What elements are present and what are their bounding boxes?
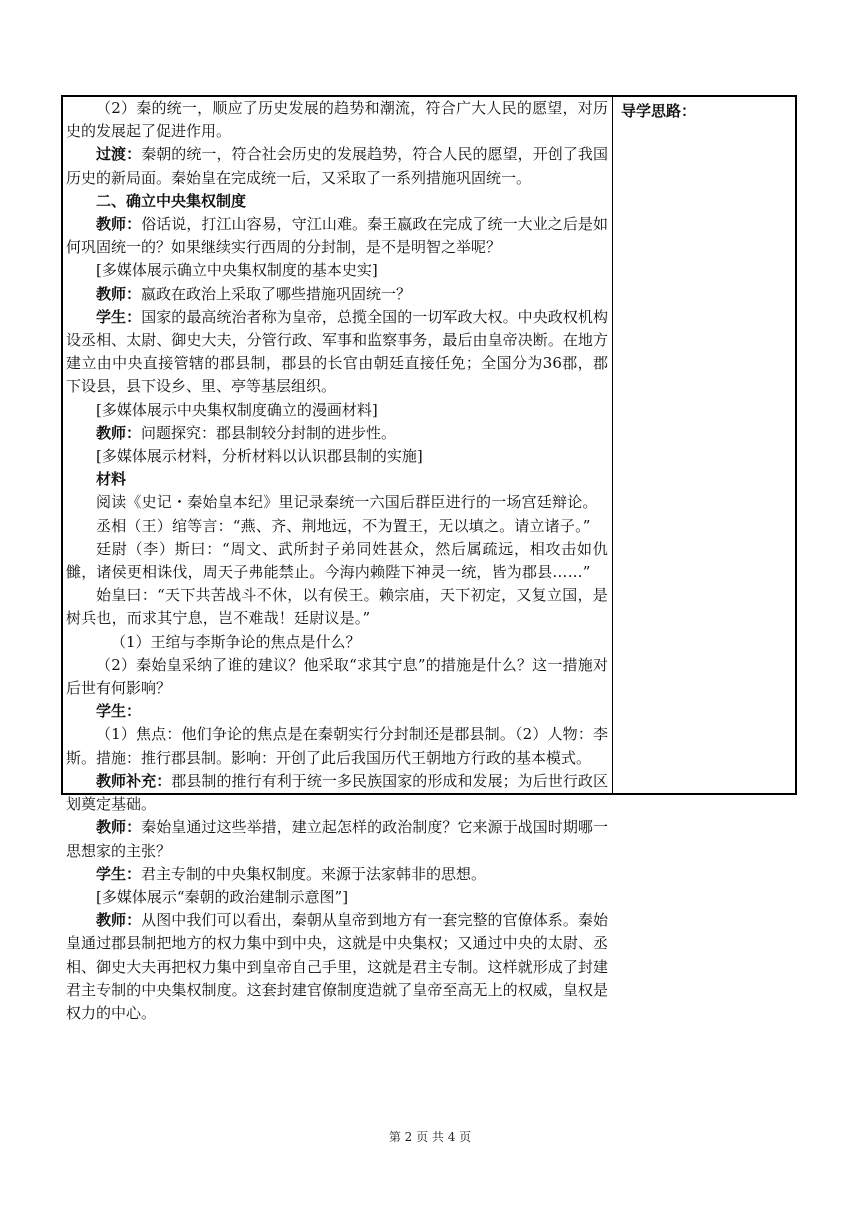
material-quote-3 — [66, 538, 608, 584]
text: 问题探究：郡县制较分封制的进步性。 — [141, 423, 397, 442]
lead: 学生： — [96, 702, 142, 721]
material-quote-4 — [66, 584, 608, 630]
guide-heading: 导学思路： — [621, 102, 697, 120]
page-footer: 第 2 页 共 4 页 — [388, 1130, 472, 1144]
text: 廷尉（李）斯曰：“周文、武所封子弟同姓甚众，然后属疏远，相攻击如仇雠，诸侯更相诛伐，周天子弗能禁止。今海内赖陛下神灵一统，皆为郡县……” — [66, 539, 608, 582]
guide-column — [621, 99, 791, 123]
material-quote-2 — [66, 515, 608, 538]
paragraph-21 — [66, 816, 608, 862]
paragraph-10 — [66, 445, 608, 468]
text: （2）秦始皇采纳了谁的建议？他采取“求其宁息”的措施是什么？这一措施对后世有何影响？ — [66, 655, 608, 698]
column-divider — [612, 95, 613, 795]
material-quote-1 — [66, 491, 608, 514]
paragraph-6 — [66, 283, 608, 306]
lead: 学生： — [96, 864, 142, 883]
lead: 教师： — [96, 284, 142, 303]
text: [多媒体展示中央集权制度确立的漫画材料] — [96, 400, 378, 419]
lead: 教师补充： — [96, 771, 172, 790]
text: [多媒体展示材料，分析材料以认识郡县制的实施] — [96, 447, 423, 466]
paragraph-8 — [66, 399, 608, 422]
paragraph-7 — [66, 306, 608, 399]
lead: 二、确立中央集权制度 — [96, 191, 247, 210]
material-heading — [66, 468, 608, 491]
question-2 — [66, 654, 608, 700]
paragraph-23 — [66, 886, 608, 909]
text: （2）秦的统一，顺应了历史发展的趋势和潮流，符合广大人民的愿望，对历史的发展起了促进作用。 — [66, 99, 608, 141]
lead: 学生： — [96, 307, 142, 326]
lead: 材料 — [96, 470, 127, 489]
section-heading — [66, 190, 608, 213]
text: 阅读《史记・秦始皇本纪》里记录秦统一六国后群臣进行的一场宫廷辩论。 — [96, 493, 598, 512]
text: 君主专制的中央集权制度。来源于法家韩非的思想。 — [141, 864, 487, 883]
lead: 教师： — [96, 911, 142, 930]
paragraph-5 — [66, 259, 608, 282]
text: 嬴政在政治上采取了哪些措施巩固统一？ — [141, 284, 412, 303]
text: [多媒体展示确立中央集权制度的基本史实] — [96, 261, 378, 280]
paragraph-22 — [66, 863, 608, 886]
text: （1）王绾与李斯争论的焦点是什么？ — [111, 632, 361, 651]
answer — [66, 723, 608, 769]
text: 从图中我们可以看出，秦朝从皇帝到地方有一套完整的官僚体系。秦始皇通过郡县制把地方的权力集中到中央，这就是中央集权；又通过中央的太尉、丞相、御史大夫再把权力集中到皇帝自己手里，这就是君主专制。这样就形成了封建君主专制的中央集权制度。这套封建官僚制度造就了皇帝至高无上的权威，皇权是权力的中心。 — [66, 911, 608, 1022]
lead: 教师： — [96, 215, 142, 234]
paragraph-2 — [66, 143, 608, 189]
paragraph-1 — [66, 97, 608, 143]
student-label — [66, 700, 608, 723]
text: 郡县制的推行有利于统一多民族国家的形成和发展；为后世行政区划奠定基础。 — [66, 771, 608, 814]
teacher-supplement — [66, 770, 608, 816]
main-content — [66, 97, 608, 1025]
text: （1）焦点：他们争论的焦点是在秦朝实行分封制还是郡县制。（2）人物：李斯。措施：推行郡县制。影响：开创了此后我国历代王朝地方行政的基本模式。 — [66, 725, 608, 767]
paragraph-24 — [66, 909, 608, 1025]
lead: 教师： — [96, 818, 142, 837]
text: 秦朝的统一，符合社会历史的发展趋势，符合人民的愿望，开创了我国历史的新局面。秦始皇在完成统一后，又采取了一系列措施巩固统一。 — [66, 145, 608, 187]
text: 秦始皇通过这些举措，建立起怎样的政治制度？它来源于战国时期哪一思想家的主张？ — [66, 818, 608, 860]
text: 始皇曰：“天下共苦战斗不休，以有侯王。赖宗庙，天下初定，又复立国，是树兵也，而求其宁息，岂不难哉！廷尉议是。” — [66, 586, 608, 628]
question-1 — [66, 631, 608, 654]
paragraph-9 — [66, 422, 608, 445]
text: [多媒体展示“秦朝的政治建制示意图”] — [96, 887, 349, 906]
text: 俗话说，打江山容易，守江山难。秦王嬴政在完成了统一大业之后是如何巩固统一的？如果继续实行西周的分封制，是不是明智之举呢？ — [66, 215, 608, 257]
paragraph-4 — [66, 213, 608, 259]
text: 丞相（王）绾等言：“燕、齐、荆地远，不为置王，无以填之。请立诸子。” — [96, 516, 591, 535]
lead: 教师： — [96, 423, 142, 442]
text: 国家的最高统治者称为皇帝，总揽全国的一切军政大权。中央政权机构设丞相、太尉、御史大夫，分管行政、军事和监察事务，最后由皇帝决断。在地方建立由中央直接管辖的郡县制，郡县的长官由朝廷直接任免；全国分为36郡，郡下设县，县下设乡、里、亭等基层组织。 — [66, 307, 608, 396]
lead: 过渡： — [96, 145, 142, 164]
